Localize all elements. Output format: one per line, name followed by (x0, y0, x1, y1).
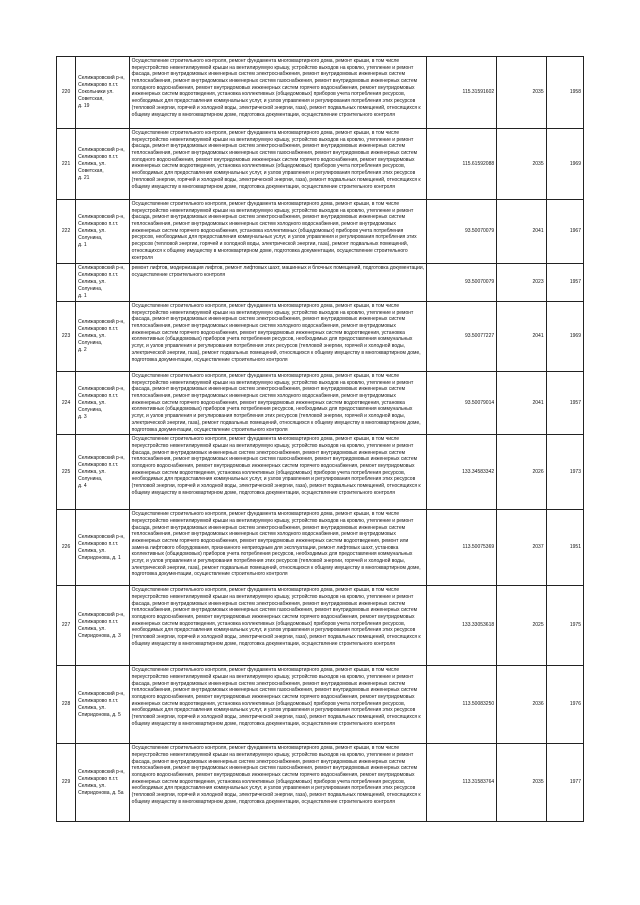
works-description-cell: Осуществление строительного контроля, ремонт фундамента многоквартирного дома, ремонт крыши, в том числе переустройство невентилируемой крыши на вентилируемую крышу, устройство выходов на кровлю, утепление и ремонт фасада, ремонт внутридомовых инженерных систем электроснабжения, ремонт внутридомовых инженерных систем теплоснабжения, ремонт внутридомовых инженерных систем газоснабжения, ремонт внутридомовых инженерных систем холодного водоснабжения, ремонт внутридомовых инженерных систем горячего водоснабжения, ремонт внутридомовых инженерных систем водоотведения, установка коллективных (общедомовых) приборов учета потребления ресурсов, необходимых для предоставления коммунальных услуг, и узлов управления и регулирования потребления этих ресурсов (тепловой энергии, горячей и холодной воды, электрической энергии, газа), ремонт подвальных помещений, относящихся к общему имуществу в многоквартирном доме, подготовка документации, осуществление строительного контроля (129, 744, 427, 822)
address-line: Селижаровский р-н, (78, 385, 125, 392)
area-value-cell: 93.50077227 (427, 302, 497, 372)
planned-year-cell: 2035 (497, 129, 546, 200)
address-line: Селижаровский р-н, (78, 454, 125, 461)
built-year-cell: 1958 (546, 57, 583, 129)
works-description-cell: Осуществление строительного контроля, ремонт фундамента многоквартирного дома, ремонт крыши, в том числе переустройство невентилируемой крыши на вентилируемую крышу, устройство выходов на кровлю, утепление и ремонт фасада, ремонт внутридомовых инженерных систем электроснабжения, ремонт внутридомовых инженерных систем теплоснабжения, ремонт внутридомовых инженерных систем газоснабжения, ремонт внутридомовых инженерных систем холодного водоснабжения, ремонт внутридомовых инженерных систем горячего водоснабжения, ремонт внутридомовых инженерных систем водоотведения, установка коллективных (общедомовых) приборов учета потребления ресурсов, необходимых для предоставления коммунальных услуг, и узлов управления и регулирования потребления этих ресурсов (тепловой энергии, горячей и холодной воды, электрической энергии, газа), ремонт подвальных помещений, относящихся к общему имуществу в многоквартирном доме, подготовка документации, осуществление строительного контроля (129, 57, 427, 129)
row-number-cell: 224 (57, 372, 76, 435)
address-line: Селижаровский р-н, (78, 75, 125, 81)
address-line: Селижа, ул. Солунина, (78, 468, 106, 482)
area-value-cell: 133.34583342 (427, 435, 497, 510)
row-number-cell: 225 (57, 435, 76, 510)
row-number-cell: 227 (57, 586, 76, 666)
built-year-cell: 1969 (546, 302, 583, 372)
address-line: д. 21 (78, 174, 90, 181)
area-value-cell: 113.31583764 (427, 744, 497, 822)
table-row (57, 57, 584, 129)
address-line: Селижаровский р-н, (78, 611, 125, 618)
works-description-cell: Осуществление строительного контроля, ремонт фундамента многоквартирного дома, ремонт крыши, в том числе переустройство невентилируемой крыши на вентилируемую крышу, устройство выходов на кровлю, утепление и ремонт фасада, ремонт внутридомовых инженерных систем электроснабжения, ремонт внутридомовых инженерных систем теплоснабжения, ремонт внутридомовых инженерных систем холодного водоснабжения, ремонт внутридомовых инженерных систем горячего водоснабжения, ремонт внутридомовых инженерных систем водоотведения, ремонт или замена лифтового оборудования, признанного непригодным для эксплуатации, ремонт лифтовых шахт, установка коллективных (общедомовых) приборов учета потребления ресурсов, необходимых для предоставления коммунальных услуг, и узлов управления и регулирования потребления этих ресурсов (тепловой энергии, горячей и холодной воды, электрической энергии, газа), ремонт подвальных помещений, относящихся к общему имуществу в многоквартирном доме, подготовка документации, осуществление строительного контроля (129, 510, 427, 586)
table-row (57, 302, 584, 372)
built-year-cell: 1957 (546, 372, 583, 435)
planned-year-cell: 2025 (497, 586, 546, 666)
works-description-cell: Осуществление строительного контроля, ремонт фундамента многоквартирного дома, ремонт крыши, в том числе переустройство невентилируемой крыши на вентилируемую крышу, устройство выходов на кровлю, утепление и ремонт фасада, ремонт внутридомовых инженерных систем электроснабжения, ремонт внутридомовых инженерных систем теплоснабжения, ремонт внутридомовых инженерных систем холодного водоснабжения, ремонт внутридомовых инженерных систем горячего водоснабжения, ремонт внутридомовых инженерных систем водоотведения, установка коллективных (общедомовых) приборов учета потребления ресурсов, необходимых для предоставления коммунальных услуг, и узлов управления и регулирования потребления этих ресурсов (тепловой энергии, горячей и холодной воды, электрической энергии, газа), ремонт подвальных помещений, относящихся к общему имуществу в многоквартирном доме, подготовка документации, осуществление строительного контроля (129, 302, 427, 372)
planned-year-cell: 2036 (497, 666, 546, 744)
table-body (57, 57, 584, 822)
row-number-cell: 223 (57, 302, 76, 372)
address-line: Селижаровский р-н, (78, 690, 125, 697)
area-value-cell: 115.31591602 (427, 57, 497, 129)
built-year-cell: 1976 (546, 666, 583, 744)
address-line: Селижа, ул. (78, 782, 106, 789)
address-cell (76, 435, 130, 510)
address-line: Селижа, ул. Солунина, (78, 279, 106, 292)
address-line: Селижарово п.г.т. (78, 272, 119, 278)
address-line: Селижаровский р-н, (78, 146, 125, 153)
row-number-cell: 222 (57, 200, 76, 264)
address-line: д. 2 (78, 347, 87, 353)
planned-year-cell: 2035 (497, 744, 546, 822)
address-line: Спиридонова, д. 5 (78, 711, 121, 718)
address-line: д. 1 (78, 242, 87, 248)
works-table (56, 56, 584, 822)
address-line: Спиридонова, д. 3 (78, 632, 121, 639)
address-cell (76, 264, 130, 302)
address-line: д. 1 (78, 293, 87, 299)
table-row (57, 372, 584, 435)
row-number-cell: 221 (57, 129, 76, 200)
built-year-cell: 1951 (546, 510, 583, 586)
row-number-cell: 228 (57, 666, 76, 744)
planned-year-cell: 2041 (497, 302, 546, 372)
address-line: Селижарово п.г.т. (78, 618, 119, 625)
address-cell (76, 744, 130, 822)
table-row (57, 744, 584, 822)
area-value-cell: 115.61592088 (427, 129, 497, 200)
address-line: Селижа, ул. Солунина, (78, 399, 106, 413)
address-line: Селижа, ул. (78, 547, 106, 554)
planned-year-cell: 2041 (497, 372, 546, 435)
works-description-cell: Осуществление строительного контроля, ремонт фундамента многоквартирного дома, ремонт крыши, в том числе переустройство невентилируемой крыши на вентилируемую крышу, устройство выходов на кровлю, утепление и ремонт фасада, ремонт внутридомовых инженерных систем электроснабжения, ремонт внутридомовых инженерных систем теплоснабжения, ремонт внутридомовых инженерных систем газоснабжения, ремонт внутридомовых инженерных систем холодного водоснабжения, ремонт внутридомовых инженерных систем горячего водоснабжения, ремонт внутридомовых инженерных систем водоотведения, установка коллективных (общедомовых) приборов учета потребления ресурсов, необходимых для предоставления коммунальных услуг, и узлов управления и регулирования потребления этих ресурсов (тепловой энергии, горячей и холодной воды, электрической энергии, газа), ремонт подвальных помещений, относящихся к общему имуществу в многоквартирном доме, подготовка документации, осуществление строительного контроля (129, 666, 427, 744)
built-year-cell: 1969 (546, 129, 583, 200)
area-value-cell: 133.33053618 (427, 586, 497, 666)
address-line: Селижаровский р-н, (78, 265, 125, 271)
area-value-cell: 93.50070079 (427, 264, 497, 302)
row-number-cell: 220 (57, 57, 76, 129)
address-cell (76, 510, 130, 586)
table-row (57, 586, 584, 666)
area-value-cell: 113.50075369 (427, 510, 497, 586)
table-row (57, 666, 584, 744)
address-cell (76, 57, 130, 129)
built-year-cell: 1977 (546, 744, 583, 822)
address-line: Селижарово п.г.т. (78, 221, 119, 227)
row-number-cell: 229 (57, 744, 76, 822)
built-year-cell: 1973 (546, 435, 583, 510)
address-line: Селижарово п.г.т. (78, 392, 119, 399)
area-value-cell: 93.50070079 (427, 200, 497, 264)
works-description-cell: Осуществление строительного контроля, ремонт фундамента многоквартирного дома, ремонт крыши, в том числе переустройство невентилируемой крыши на вентилируемую крышу, устройство выходов на кровлю, утепление и ремонт фасада, ремонт внутридомовых инженерных систем электроснабжения, ремонт внутридомовых инженерных систем теплоснабжения, ремонт внутридомовых инженерных систем холодного водоснабжения, ремонт внутридомовых инженерных систем горячего водоснабжения, ремонт внутридомовых инженерных систем водоотведения, установка коллективных (общедомовых) приборов учета потребления ресурсов, необходимых для предоставления коммунальных услуг, и узлов управления и регулирования потребления этих ресурсов (тепловой энергии, горячей и холодной воды, электрической энергии, газа), ремонт подвальных помещений, относящихся к общему имуществу в многоквартирном доме, подготовка документации, осуществление строительного контроля (129, 372, 427, 435)
planned-year-cell: 2037 (497, 510, 546, 586)
address-line: Селижа, ул. Солунина, (78, 228, 106, 241)
built-year-cell: 1957 (546, 264, 583, 302)
address-line: Селижарово п.г.т. (78, 540, 119, 547)
address-line: Селижа, ул. (78, 704, 106, 711)
works-description-cell: Осуществление строительного контроля, ремонт фундамента многоквартирного дома, ремонт крыши, в том числе переустройство невентилируемой крыши на вентилируемую крышу, устройство выходов на кровлю, утепление и ремонт фасада, ремонт внутридомовых инженерных систем электроснабжения, ремонт внутридомовых инженерных систем теплоснабжения, ремонт внутридомовых инженерных систем газоснабжения, ремонт внутридомовых инженерных систем холодного водоснабжения, ремонт внутридомовых инженерных систем горячего водоснабжения, ремонт внутридомовых инженерных систем водоотведения, установка коллективных (общедомовых) приборов учета потребления ресурсов, необходимых для предоставления коммунальных услуг, и узлов управления и регулирования потребления этих ресурсов (тепловой энергии, горячей и холодной воды, электрической энергии, газа), ремонт подвальных помещений, относящихся к общему имуществу в многоквартирном доме, подготовка документации, осуществление строительного контроля (129, 586, 427, 666)
table-row (57, 264, 584, 302)
row-number-cell (57, 264, 76, 302)
planned-year-cell: 2026 (497, 435, 546, 510)
table-row (57, 435, 584, 510)
address-cell (76, 666, 130, 744)
area-value-cell: 93.50079014 (427, 372, 497, 435)
address-cell (76, 372, 130, 435)
address-line: Селижарово п.г.т. (78, 461, 119, 468)
address-cell (76, 200, 130, 264)
row-number-cell: 226 (57, 510, 76, 586)
address-line: Спиридонова, д. 1 (78, 554, 121, 561)
address-line: Селижаровский р-н, (78, 214, 125, 220)
works-description-cell: Осуществление строительного контроля, ремонт фундамента многоквартирного дома, ремонт крыши, в том числе переустройство невентилируемой крыши на вентилируемую крышу, устройство выходов на кровлю, утепление и ремонт фасада, ремонт внутридомовых инженерных систем электроснабжения, ремонт внутридомовых инженерных систем теплоснабжения, ремонт внутридомовых инженерных систем газоснабжения, ремонт внутридомовых инженерных систем холодного водоснабжения, ремонт внутридомовых инженерных систем горячего водоснабжения, ремонт внутридомовых инженерных систем водоотведения, установка коллективных (общедомовых) приборов учета потребления ресурсов, необходимых для предоставления коммунальных услуг, и узлов управления и регулирования потребления этих ресурсов (тепловой энергии, горячей и холодной воды, электрической энергии, газа), ремонт подвальных помещений, относящихся к общему имуществу в многоквартирном доме, подготовка документации, осуществление строительного контроля (129, 435, 427, 510)
address-line: Селижа, ул. Советская, (78, 160, 106, 174)
address-line: Селижаровский р-н, (78, 319, 125, 325)
address-cell (76, 129, 130, 200)
address-line: д. 3 (78, 413, 87, 420)
built-year-cell: 1975 (546, 586, 583, 666)
planned-year-cell: 2035 (497, 57, 546, 129)
works-description-cell: Осуществление строительного контроля, ремонт фундамента многоквартирного дома, ремонт крыши, в том числе переустройство невентилируемой крыши на вентилируемую крышу, устройство выходов на кровлю, утепление и ремонт фасада, ремонт внутридомовых инженерных систем электроснабжения, ремонт внутридомовых инженерных систем теплоснабжения, ремонт внутридомовых инженерных систем газоснабжения, ремонт внутридомовых инженерных систем холодного водоснабжения, ремонт внутридомовых инженерных систем горячего водоснабжения, ремонт внутридомовых инженерных систем водоотведения, установка коллективных (общедомовых) приборов учета потребления ресурсов, необходимых для предоставления коммунальных услуг, и узлов управления и регулирования потребления этих ресурсов (тепловой энергии, горячей и холодной воды, электрической энергии, газа), ремонт подвальных помещений, относящихся к общему имуществу в многоквартирном доме, подготовка документации, осуществление строительного контроля (129, 129, 427, 200)
built-year-cell: 1967 (546, 200, 583, 264)
address-cell (76, 302, 130, 372)
address-line: Селижарово п.г.т. (78, 697, 119, 704)
works-description-cell: Осуществление строительного контроля, ремонт фундамента многоквартирного дома, ремонт крыши, в том числе переустройство невентилируемой крыши на вентилируемую крышу, устройство выходов на кровлю, утепление и ремонт фасада, ремонт внутридомовых инженерных систем электроснабжения, ремонт внутридомовых инженерных систем теплоснабжения, ремонт внутридомовых инженерных систем холодного водоснабжения, ремонт внутридомовых инженерных систем горячего водоснабжения, установка коллективных (общедомовых) приборов учета потребления ресурсов, необходимых для предоставления коммунальных услуг, и узлов управления и регулирования потребления этих ресурсов (тепловой энергии, горячей и холодной воды, электрической энергии, газа), ремонт подвальных помещений, относящихся к общему имуществу в многоквартирном доме, подготовка документации, осуществление строительного контроля (129, 200, 427, 264)
table-row (57, 200, 584, 264)
address-line: Селижа, ул. Солунина, (78, 333, 106, 346)
address-line: Селижарово п.г.т. (78, 153, 119, 160)
address-line: Селижаровский р-н, (78, 533, 125, 540)
address-line: Селижа, ул. (78, 625, 106, 632)
address-line: д. 4 (78, 482, 87, 489)
address-line: Спиридонова, д. 5а (78, 789, 124, 796)
address-cell (76, 586, 130, 666)
address-line: Селижаровский р-н, (78, 768, 125, 775)
area-value-cell: 113.50083250 (427, 666, 497, 744)
address-line: Сокольники ул. Советская, (78, 89, 114, 102)
table-row (57, 129, 584, 200)
address-line: Селижарово п.г.т. (78, 775, 119, 782)
planned-year-cell: 2041 (497, 200, 546, 264)
table-row (57, 510, 584, 586)
address-line: Селижарово п.г.т. (78, 326, 119, 332)
address-line: д. 19 (78, 103, 90, 109)
planned-year-cell: 2023 (497, 264, 546, 302)
works-description-cell: ремонт лифтов, модернизация лифтов, ремонт лифтовых шахт, машинных и блочных помещений, подготовка документации, осуществление строительного контроля (129, 264, 427, 302)
address-line: Селижарово п.г.т. (78, 82, 119, 88)
